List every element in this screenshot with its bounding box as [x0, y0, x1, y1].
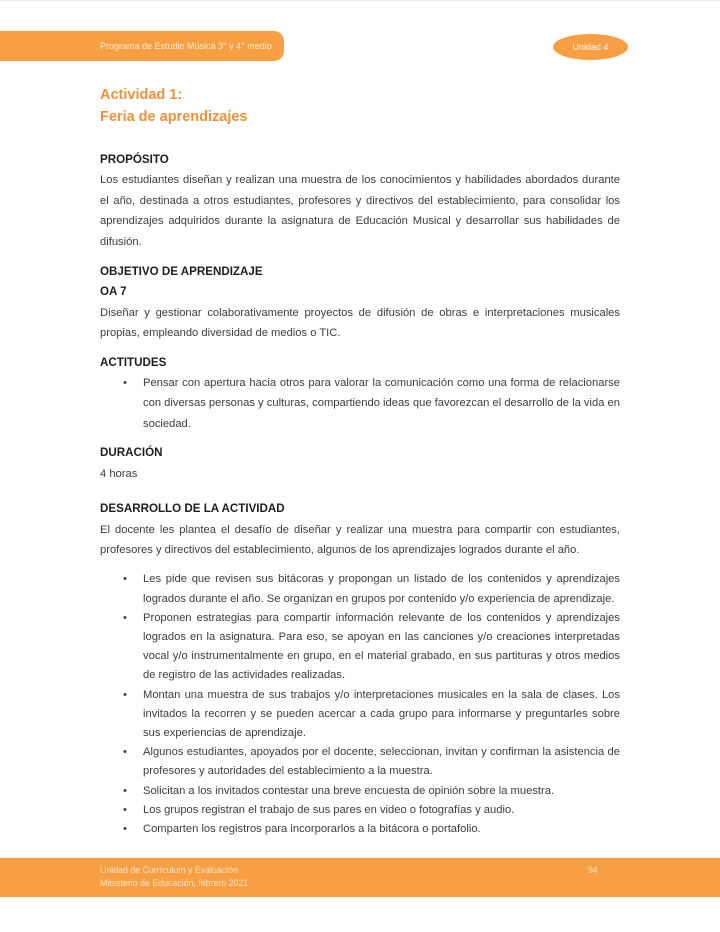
duracion-heading: DURACIÓN — [100, 446, 163, 460]
bullet-item: • Pensar con apertura hacia otros para valorar la comunicación como una forma de relacionarse con diversas personas y culturas, compartiendo ideas que favorezcan el desarrollo de la vida en sociedad. — [100, 373, 620, 434]
objetivo-paragraph: Diseñar y gestionar colaborativamente proyectos de difusión de obras e interpretaciones musicales propias, empleando diversidad de medios o TIC. — [100, 306, 620, 340]
bullet-item: • Los grupos registran el trabajo de sus pares en video o fotografías y audio. — [100, 801, 620, 820]
document-content — [100, 84, 620, 839]
section-desarrollo — [100, 499, 620, 839]
desarrollo-list — [100, 570, 620, 839]
bullet-item: • Comparten los registros para incorporarlos a la bitácora o portafolio. — [100, 820, 620, 839]
section-duracion — [100, 443, 620, 484]
duracion-value: 4 horas — [100, 467, 138, 480]
activity-name: Feria de aprendizajes — [100, 109, 248, 125]
actitudes-heading: ACTITUDES — [100, 355, 167, 369]
desarrollo-heading: DESARROLLO DE LA ACTIVIDAD — [100, 502, 285, 516]
proposito-heading: PROPÓSITO — [100, 153, 169, 166]
footer-bar — [0, 858, 720, 897]
footer-ministry-label: Ministerio de Educación, febrero 2021 — [100, 878, 249, 888]
activity-title — [100, 84, 620, 128]
bullet-item: • Les pide que revisen sus bitácoras y propongan un listado de los contenidos y aprendizajes logrados durante el año. Se organizan en grupos por contenido y/o experiencia de aprendizaje. — [100, 570, 620, 608]
actitudes-list — [100, 373, 620, 434]
desarrollo-intro: El docente les plantea el desafío de diseñar y realizar una muestra para compartir con estudiantes, profesores y directivos del establecimiento, algunos de los aprendizajes logrados durante el año. — [100, 523, 620, 556]
unit-badge — [553, 34, 628, 60]
footer-unit-label: Unidad de Currículum y Evaluación — [100, 865, 238, 875]
section-proposito — [100, 150, 620, 252]
section-objetivo — [100, 262, 620, 344]
bullet-item: • Algunos estudiantes, apoyados por el docente, seleccionan, invitan y confirman la asistencia de profesores y autoridades del establecimiento a la muestra. — [100, 743, 620, 781]
header-program-bar — [0, 31, 284, 61]
page-number: 94 — [588, 865, 598, 875]
unit-badge-label: Unidad 4 — [572, 42, 609, 52]
activity-number: Actividad 1: — [100, 87, 183, 103]
page-top-border — [0, 0, 720, 1]
proposito-paragraph: Los estudiantes diseñan y realizan una muestra de los conocimientos y habilidades abordados durante el año, destinada a otros estudiantes, profesores y directivos del establecimiento, para consolidar los aprendizajes adquiridos durante la asignatura de Educación Musical y desarrollar sus habilidades de difusión. — [100, 174, 620, 248]
oa-code: OA 7 — [100, 285, 127, 299]
bullet-item: • Montan una muestra de sus trabajos y/o interpretaciones musicales en la sala de clases. Los invitados la recorren y se pueden acercar a cada grupo para informarse y preguntarles sobre sus experiencias de aprendizaje. — [100, 686, 620, 744]
footer-credits — [100, 864, 720, 890]
program-title: Programa de Estudio Música 3° y 4° medio — [100, 41, 272, 51]
section-actitudes — [100, 353, 620, 435]
bullet-item: • Proponen estrategias para compartir información relevante de los contenidos y aprendizajes logrados en la asignatura. Para eso, se apoyan en las canciones y/o creaciones interpretadas vocal y/o instrumentalmente en grupo, en el material grabado, en sus partituras y otros medios de registro de las actividades realizadas. — [100, 609, 620, 686]
bullet-item: • Solicitan a los invitados contestar una breve encuesta de opinión sobre la muestra. — [100, 782, 620, 801]
objetivo-heading: OBJETIVO DE APRENDIZAJE — [100, 265, 263, 279]
